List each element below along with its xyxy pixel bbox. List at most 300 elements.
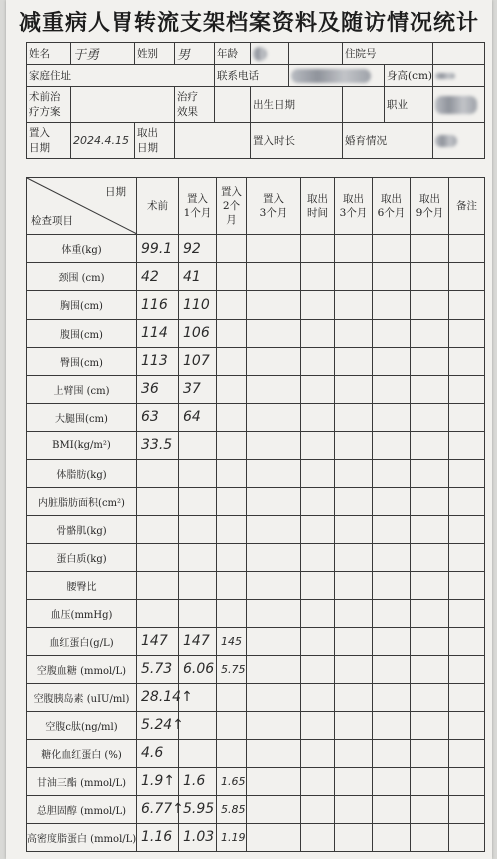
empty-cell xyxy=(373,739,411,767)
row-label: 上臂围 (cm) xyxy=(27,375,137,403)
row-label: 蛋白质(kg) xyxy=(27,543,137,571)
effect-label: 治疗 效果 xyxy=(175,87,215,123)
col-header-line: 6个月 xyxy=(377,207,406,220)
empty-cell xyxy=(301,291,335,319)
empty-cell xyxy=(411,795,449,823)
table-row xyxy=(27,375,485,403)
col-header-line: 3个月 xyxy=(339,207,368,220)
empty-cell xyxy=(411,487,449,515)
table-row xyxy=(27,459,485,487)
value-month-1: 41 xyxy=(179,263,217,291)
empty-cell xyxy=(247,571,301,599)
row-label: 颈围 (cm) xyxy=(27,263,137,291)
col-header xyxy=(247,178,301,235)
empty-cell xyxy=(411,655,449,683)
value-month-1 xyxy=(179,515,217,543)
empty-cell xyxy=(247,767,301,795)
empty-cell xyxy=(335,543,373,571)
table-row xyxy=(27,543,485,571)
value-month-2 xyxy=(217,487,247,515)
value-month-1 xyxy=(179,487,217,515)
col-header-line: 置入 xyxy=(187,193,208,206)
value-month-2 xyxy=(217,571,247,599)
empty-cell xyxy=(247,739,301,767)
removal-date-label: 取出 日期 xyxy=(135,123,175,159)
col-header-line: 时间 xyxy=(307,207,328,220)
empty-cell xyxy=(335,515,373,543)
value-pre-op: 147 xyxy=(137,627,179,655)
height-value-redacted xyxy=(433,65,485,87)
empty-cell xyxy=(247,319,301,347)
empty-cell xyxy=(247,543,301,571)
admission-label: 住院号 xyxy=(343,43,433,65)
col-header xyxy=(137,178,179,235)
birth-label: 出生日期 xyxy=(251,87,343,123)
empty-cell xyxy=(449,459,485,487)
empty-cell xyxy=(335,235,373,263)
empty-cell xyxy=(335,795,373,823)
empty-cell xyxy=(373,599,411,627)
empty-cell xyxy=(301,739,335,767)
col-header-line: 9个月 xyxy=(415,207,444,220)
row-label: 总胆固醇 (mmol/L) xyxy=(27,795,137,823)
row-label: 臀围(cm) xyxy=(27,347,137,375)
value-pre-op: 5.24↑ xyxy=(137,711,179,739)
table-row xyxy=(27,235,485,263)
empty-cell xyxy=(247,263,301,291)
col-header-line: 置入 xyxy=(263,193,284,206)
value-pre-op xyxy=(137,515,179,543)
empty-cell xyxy=(247,711,301,739)
empty-cell xyxy=(373,235,411,263)
empty-cell xyxy=(373,795,411,823)
empty-cell xyxy=(301,515,335,543)
empty-cell xyxy=(247,627,301,655)
table-row xyxy=(27,739,485,767)
value-pre-op: 6.77↑ xyxy=(137,795,179,823)
empty-cell xyxy=(335,375,373,403)
pre-plan-value xyxy=(71,87,175,123)
value-month-1 xyxy=(179,543,217,571)
value-month-2: 1.19 xyxy=(217,823,247,851)
gender-value: 男 xyxy=(175,43,215,65)
empty-cell xyxy=(449,487,485,515)
value-month-2 xyxy=(217,235,247,263)
empty-cell xyxy=(301,571,335,599)
value-month-1: 6.06 xyxy=(179,655,217,683)
value-month-2 xyxy=(217,543,247,571)
empty-cell xyxy=(449,795,485,823)
empty-cell xyxy=(301,487,335,515)
name-label: 姓名 xyxy=(27,43,71,65)
table-row xyxy=(27,347,485,375)
value-month-2 xyxy=(217,263,247,291)
empty-cell xyxy=(247,599,301,627)
value-month-2 xyxy=(217,459,247,487)
empty-cell xyxy=(373,291,411,319)
empty-cell xyxy=(301,431,335,459)
col-header-line: 3个月 xyxy=(259,207,288,220)
value-pre-op: 1.9↑ xyxy=(137,767,179,795)
spacer-cell xyxy=(289,43,343,65)
value-month-1: 107 xyxy=(179,347,217,375)
col-header-line: 置入 xyxy=(221,186,242,199)
empty-cell xyxy=(301,683,335,711)
empty-cell xyxy=(335,655,373,683)
table-row xyxy=(27,599,485,627)
empty-cell xyxy=(411,739,449,767)
col-header xyxy=(373,178,411,235)
admission-value xyxy=(433,43,485,65)
empty-cell xyxy=(373,487,411,515)
empty-cell xyxy=(247,459,301,487)
value-month-2 xyxy=(217,515,247,543)
value-month-1: 1.6 xyxy=(179,767,217,795)
row-label: 血压(mmHg) xyxy=(27,599,137,627)
empty-cell xyxy=(411,459,449,487)
value-month-1 xyxy=(179,599,217,627)
empty-cell xyxy=(373,263,411,291)
empty-cell xyxy=(411,823,449,851)
empty-cell xyxy=(411,599,449,627)
empty-cell xyxy=(247,235,301,263)
height-label: 身高(cm) xyxy=(385,65,433,87)
empty-cell xyxy=(335,263,373,291)
row-label: 血红蛋白(g/L) xyxy=(27,627,137,655)
empty-cell xyxy=(373,655,411,683)
record-sheet xyxy=(6,0,492,859)
empty-cell xyxy=(247,347,301,375)
empty-cell xyxy=(373,543,411,571)
empty-cell xyxy=(373,375,411,403)
value-month-1 xyxy=(179,571,217,599)
value-pre-op: 114 xyxy=(137,319,179,347)
empty-cell xyxy=(301,767,335,795)
empty-cell xyxy=(301,795,335,823)
value-pre-op xyxy=(137,571,179,599)
col-header-line: 备注 xyxy=(456,200,477,213)
value-month-1 xyxy=(179,711,217,739)
value-pre-op xyxy=(137,599,179,627)
duration-label: 置入时长 xyxy=(251,123,343,159)
value-pre-op: 63 xyxy=(137,403,179,431)
empty-cell xyxy=(449,515,485,543)
empty-cell xyxy=(247,655,301,683)
value-pre-op xyxy=(137,459,179,487)
empty-cell xyxy=(247,683,301,711)
gender-label: 姓别 xyxy=(135,43,175,65)
empty-cell xyxy=(373,767,411,795)
table-row xyxy=(27,711,485,739)
empty-cell xyxy=(449,431,485,459)
marital-label: 婚育情况 xyxy=(343,123,433,159)
phone-label: 联系电话 xyxy=(215,65,289,87)
empty-cell xyxy=(301,543,335,571)
empty-cell xyxy=(411,263,449,291)
empty-cell xyxy=(449,655,485,683)
value-month-1 xyxy=(179,431,217,459)
empty-cell xyxy=(373,515,411,543)
value-pre-op xyxy=(137,543,179,571)
table-row xyxy=(27,487,485,515)
empty-cell xyxy=(449,683,485,711)
empty-cell xyxy=(411,403,449,431)
empty-cell xyxy=(335,739,373,767)
empty-cell xyxy=(449,571,485,599)
empty-cell xyxy=(301,235,335,263)
empty-cell xyxy=(449,403,485,431)
value-month-2 xyxy=(217,711,247,739)
value-pre-op: 36 xyxy=(137,375,179,403)
job-label: 职业 xyxy=(385,87,433,123)
value-month-2 xyxy=(217,683,247,711)
value-month-1: 92 xyxy=(179,235,217,263)
row-label: 甘油三酯 (mmol/L) xyxy=(27,767,137,795)
value-month-2: 5.85 xyxy=(217,795,247,823)
empty-cell xyxy=(449,599,485,627)
empty-cell xyxy=(411,515,449,543)
empty-cell xyxy=(373,711,411,739)
empty-cell xyxy=(335,487,373,515)
empty-cell xyxy=(335,319,373,347)
empty-cell xyxy=(411,431,449,459)
value-month-2: 5.75 xyxy=(217,655,247,683)
empty-cell xyxy=(301,711,335,739)
empty-cell xyxy=(449,291,485,319)
empty-cell xyxy=(373,459,411,487)
patient-info-table xyxy=(26,42,485,159)
row-label: 体脂肪(kg) xyxy=(27,459,137,487)
value-pre-op: 113 xyxy=(137,347,179,375)
empty-cell xyxy=(411,683,449,711)
empty-cell xyxy=(301,599,335,627)
value-month-1: 64 xyxy=(179,403,217,431)
empty-cell xyxy=(411,235,449,263)
corner-header xyxy=(27,178,137,235)
empty-cell xyxy=(449,235,485,263)
value-month-2 xyxy=(217,291,247,319)
empty-cell xyxy=(335,291,373,319)
empty-cell xyxy=(411,767,449,795)
table-row xyxy=(27,431,485,459)
table-row xyxy=(27,767,485,795)
empty-cell xyxy=(411,291,449,319)
col-header-line: 取出 xyxy=(419,193,440,206)
table-row xyxy=(27,795,485,823)
row-label: 糖化血红蛋白 (%) xyxy=(27,739,137,767)
empty-cell xyxy=(411,711,449,739)
empty-cell xyxy=(411,571,449,599)
empty-cell xyxy=(373,627,411,655)
empty-cell xyxy=(373,431,411,459)
empty-cell xyxy=(449,375,485,403)
empty-cell xyxy=(301,627,335,655)
empty-cell xyxy=(301,375,335,403)
empty-cell xyxy=(449,823,485,851)
empty-cell xyxy=(373,823,411,851)
value-month-2 xyxy=(217,739,247,767)
empty-cell xyxy=(449,739,485,767)
empty-cell xyxy=(301,403,335,431)
empty-cell xyxy=(301,263,335,291)
empty-cell xyxy=(373,683,411,711)
empty-cell xyxy=(247,375,301,403)
col-header xyxy=(449,178,485,235)
corner-item-label: 检查项目 xyxy=(31,215,73,228)
value-month-2 xyxy=(217,431,247,459)
empty-cell xyxy=(411,347,449,375)
empty-cell xyxy=(335,627,373,655)
followup-table-body xyxy=(27,235,485,852)
address-label: 家庭住址 xyxy=(27,65,215,87)
empty-cell xyxy=(247,487,301,515)
row-label: 空腹胰岛素 (uIU/ml) xyxy=(27,683,137,711)
row-label: 大腿围(cm) xyxy=(27,403,137,431)
table-row xyxy=(27,515,485,543)
row-label: 空腹c肽(ng/ml) xyxy=(27,711,137,739)
table-row xyxy=(27,655,485,683)
row-label: 高密度脂蛋白 (mmol/L) xyxy=(27,823,137,851)
empty-cell xyxy=(449,767,485,795)
value-pre-op: 1.16 xyxy=(137,823,179,851)
value-pre-op: 5.73 xyxy=(137,655,179,683)
empty-cell xyxy=(449,627,485,655)
empty-cell xyxy=(411,543,449,571)
name-value: 于勇 xyxy=(71,43,135,65)
pre-plan-label: 术前治 疗方案 xyxy=(27,87,71,123)
row-label: BMI(kg/m²) xyxy=(27,431,137,459)
table-row xyxy=(27,291,485,319)
empty-cell xyxy=(301,459,335,487)
implant-date-label: 置入 日期 xyxy=(27,123,71,159)
value-pre-op: 99.1 xyxy=(137,235,179,263)
value-month-1: 147 xyxy=(179,627,217,655)
table-row xyxy=(27,263,485,291)
phone-value-redacted xyxy=(289,65,385,87)
row-label: 空腹血糖 (mmol/L) xyxy=(27,655,137,683)
value-month-1 xyxy=(179,739,217,767)
col-header xyxy=(179,178,217,235)
empty-cell xyxy=(301,319,335,347)
table-row xyxy=(27,683,485,711)
value-month-1: 37 xyxy=(179,375,217,403)
empty-cell xyxy=(449,711,485,739)
value-month-2: 145 xyxy=(217,627,247,655)
table-row xyxy=(27,571,485,599)
empty-cell xyxy=(247,823,301,851)
empty-cell xyxy=(301,347,335,375)
table-row xyxy=(27,823,485,851)
col-header-line: 取出 xyxy=(307,193,328,206)
value-month-2 xyxy=(217,347,247,375)
value-month-2: 1.65 xyxy=(217,767,247,795)
value-month-1: 1.03 xyxy=(179,823,217,851)
empty-cell xyxy=(247,431,301,459)
empty-cell xyxy=(335,347,373,375)
empty-cell xyxy=(335,683,373,711)
empty-cell xyxy=(335,823,373,851)
marital-value-redacted xyxy=(433,123,485,159)
value-pre-op xyxy=(137,487,179,515)
col-header-line: 2个 xyxy=(222,200,241,213)
empty-cell xyxy=(335,431,373,459)
empty-cell xyxy=(411,375,449,403)
implant-date-value: 2024.4.15 xyxy=(71,123,135,159)
col-header xyxy=(335,178,373,235)
empty-cell xyxy=(335,711,373,739)
empty-cell xyxy=(411,319,449,347)
empty-cell xyxy=(373,347,411,375)
col-header xyxy=(411,178,449,235)
empty-cell xyxy=(335,599,373,627)
value-month-1: 110 xyxy=(179,291,217,319)
empty-cell xyxy=(247,291,301,319)
empty-cell xyxy=(373,403,411,431)
followup-table xyxy=(26,177,485,852)
empty-cell xyxy=(247,403,301,431)
age-label: 年龄 xyxy=(215,43,251,65)
row-label: 内脏脂肪面积(cm²) xyxy=(27,487,137,515)
birth-value xyxy=(343,87,385,123)
empty-cell xyxy=(335,767,373,795)
value-pre-op: 116 xyxy=(137,291,179,319)
value-month-2 xyxy=(217,375,247,403)
value-month-1: 106 xyxy=(179,319,217,347)
col-header-line: 取出 xyxy=(381,193,402,206)
empty-cell xyxy=(335,571,373,599)
empty-cell xyxy=(301,823,335,851)
value-pre-op: 28.14↑ xyxy=(137,683,179,711)
empty-cell xyxy=(449,263,485,291)
empty-cell xyxy=(449,543,485,571)
table-row xyxy=(27,403,485,431)
value-pre-op: 42 xyxy=(137,263,179,291)
row-label: 腰臀比 xyxy=(27,571,137,599)
col-header-line: 月 xyxy=(226,214,237,227)
row-label: 骨骼肌(kg) xyxy=(27,515,137,543)
empty-cell xyxy=(373,571,411,599)
job-value-redacted xyxy=(433,87,485,123)
empty-cell xyxy=(247,515,301,543)
empty-cell xyxy=(301,655,335,683)
col-header xyxy=(301,178,335,235)
row-label: 腹围(cm) xyxy=(27,319,137,347)
value-pre-op: 4.6 xyxy=(137,739,179,767)
empty-cell xyxy=(335,459,373,487)
value-month-1: 5.95 xyxy=(179,795,217,823)
empty-cell xyxy=(247,795,301,823)
row-label: 体重(kg) xyxy=(27,235,137,263)
value-month-2 xyxy=(217,599,247,627)
document-title: 减重病人胃转流支架档案资料及随访情况统计 xyxy=(18,10,479,36)
empty-cell xyxy=(411,627,449,655)
value-month-1 xyxy=(179,459,217,487)
empty-cell xyxy=(449,319,485,347)
table-row xyxy=(27,319,485,347)
effect-value xyxy=(215,87,251,123)
table-row xyxy=(27,627,485,655)
col-header-line: 1个月 xyxy=(183,207,212,220)
empty-cell xyxy=(335,403,373,431)
corner-date-label: 日期 xyxy=(105,186,126,199)
col-header-line: 术前 xyxy=(147,200,168,213)
age-value-redacted xyxy=(251,43,289,65)
value-month-2 xyxy=(217,403,247,431)
value-month-2 xyxy=(217,319,247,347)
row-label: 胸围(cm) xyxy=(27,291,137,319)
empty-cell xyxy=(449,347,485,375)
col-header xyxy=(217,178,247,235)
